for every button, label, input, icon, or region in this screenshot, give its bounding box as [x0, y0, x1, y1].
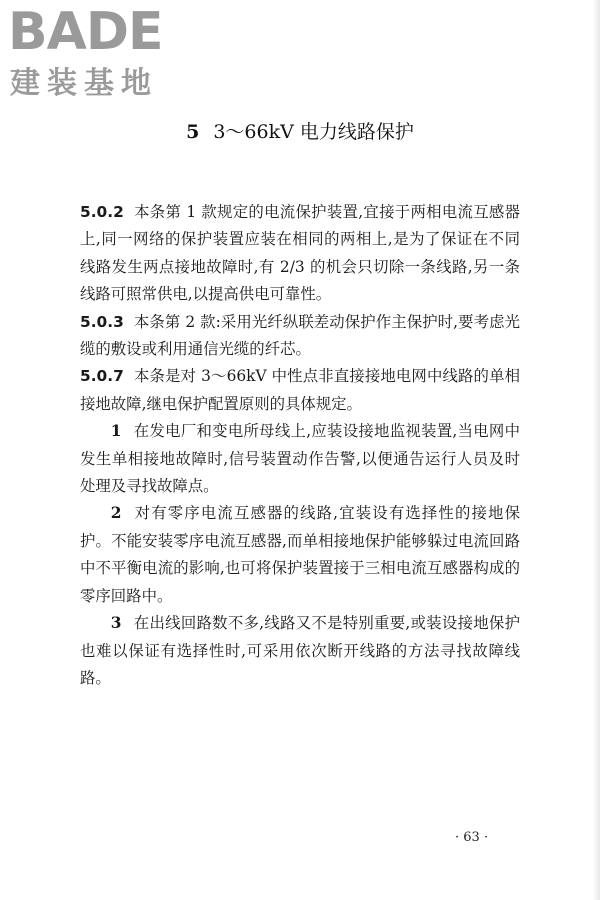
logo-brand-text: BADE	[8, 2, 163, 62]
item-paragraph	[80, 500, 520, 610]
logo-subtitle-text: 建装基地	[10, 66, 158, 101]
chapter-title-text: 3～66kV 电力线路保护	[213, 121, 414, 143]
item-text: 在发电厂和变电所母线上,应装设接地监视装置,当电网中发生单相接地故障时,信号装置动作告警,以便通告运行人员及时处理及寻找故障点。	[80, 422, 520, 496]
item-text: 对有零序电流互感器的线路,宜装设有选择性的接地保护。不能安装零序电流互感器,而单相接地保护能够躲过电流回路中不平衡电流的影响,也可将保护装置接于三相电流互感器构成的零序回路中。	[80, 504, 520, 605]
clause-number: 5.0.7	[80, 367, 124, 386]
item-text: 在出线回路数不多,线路又不是特别重要,或装设接地保护也难以保证有选择性时,可采用依次断开线路的方法寻找故障线路。	[80, 614, 520, 687]
chapter-title	[0, 119, 600, 145]
chapter-number: 5	[186, 121, 200, 143]
item-number: 3	[110, 614, 122, 633]
clause-paragraph	[80, 309, 520, 364]
clause-number: 5.0.3	[80, 312, 124, 331]
item-number: 1	[110, 422, 122, 441]
clause-number: 5.0.2	[80, 203, 124, 221]
clause-paragraph	[80, 363, 520, 418]
clause-text: 本条是对 3～66kV 中性点非直接接地电网中线路的单相接地故障,继电保护配置原则的具体规定。	[80, 367, 520, 413]
page-number: · 63 ·	[455, 830, 489, 845]
document-body	[80, 199, 520, 692]
clause-text: 本条第 2 款:采用光纤纵联差动保护作主保护时,要考虑光缆的敷设或利用通信光缆的纤芯。	[80, 312, 520, 359]
watermark-logo	[8, 2, 178, 110]
item-paragraph	[80, 418, 520, 500]
clause-paragraph	[80, 199, 520, 309]
item-paragraph	[80, 610, 520, 692]
item-number: 2	[110, 504, 122, 523]
clause-text: 本条第 1 款规定的电流保护装置,宜接于两相电流互感器上,同一网络的保护装置应装在相同的两相上,是为了保证在不同线路发生两点接地故障时,有 2/3 的机会只切除一条线路,另一条线路可照常供电,以提高供电可靠性。	[80, 203, 520, 304]
